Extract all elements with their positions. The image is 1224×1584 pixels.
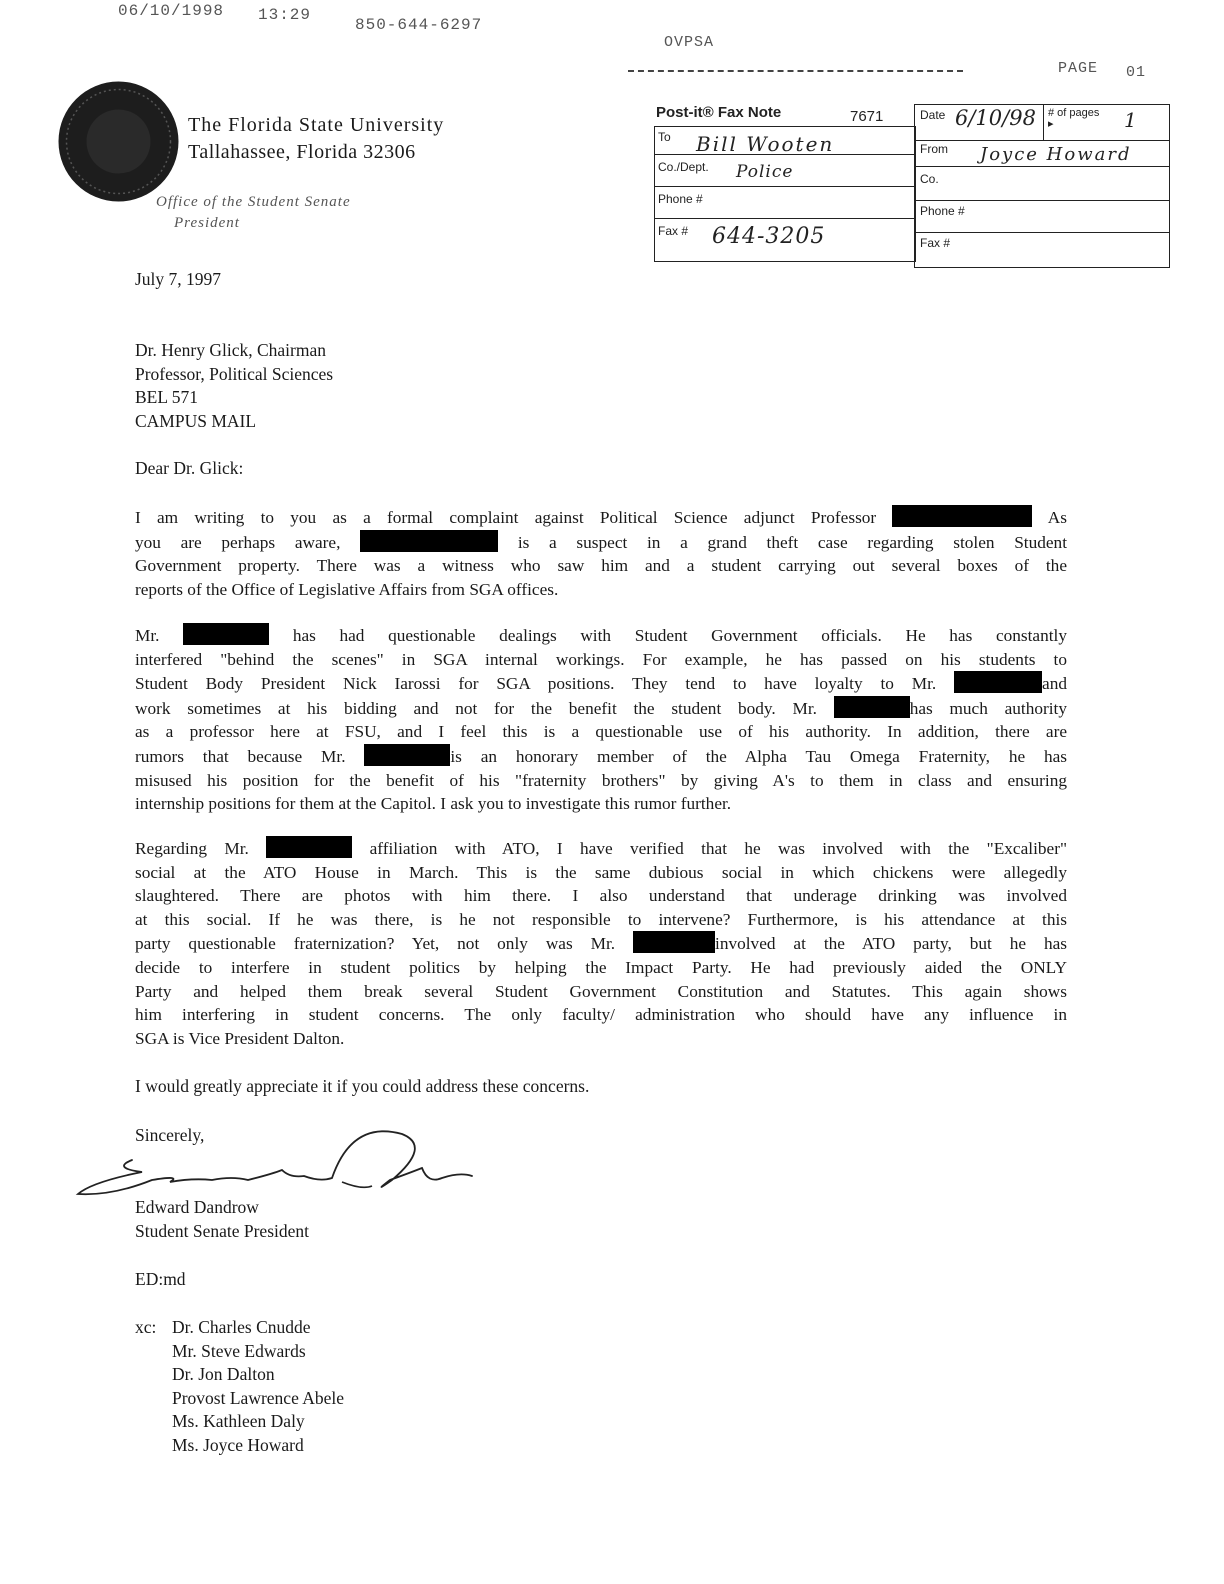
- fax-divider: [654, 186, 916, 187]
- fax-phone-label: Phone #: [658, 192, 703, 206]
- fax-note-code: 7671: [850, 108, 884, 125]
- xc-list: [172, 1316, 344, 1457]
- xc-recipient: Provost Lawrence Abele: [172, 1387, 345, 1408]
- fax-from-value: Joyce Howard: [980, 144, 1132, 165]
- xc-recipient: Ms. Joyce Howard: [172, 1434, 304, 1455]
- handwritten-signature: [72, 1120, 482, 1220]
- address-line: Dr. Henry Glick, Chairman: [135, 340, 326, 360]
- post-it-fax-note: [650, 100, 1170, 268]
- body-paragraph-4: I would greatly appreciate it if you could address these concerns.: [135, 1076, 590, 1096]
- fax-header-dept: OVPSA: [664, 34, 715, 51]
- fax-date-value: 6/10/98: [955, 106, 1036, 130]
- recipient-address: [135, 339, 333, 433]
- fax-divider: [914, 200, 1170, 201]
- address-line: CAMPUS MAIL: [135, 410, 257, 431]
- body-paragraph-1: I am writing to you as a formal complaint against Political Science adjunct Professor As you are perhaps aware, is a suspect in a grand theft case regarding stolen Student Government property. There was a witness who saw him and a student carrying out several boxes of the reports of the Office of Legislative Affairs from SGA offices.: [135, 505, 1067, 601]
- redaction-bar: [364, 744, 450, 766]
- body-paragraph-3: Regarding Mr. affiliation with ATO, I have verified that he was involved with the "Excaliber" social at the ATO House in March. This is the same dubious social in which chickens were allegedly slaughtered. There are photos with him there. I also understand that underage drinking was involved at this social. If he was there, is he not responsible to intervene? Furthermore, is his attendance at this party questionable fraternization? Yet, not only was Mr. involved at the ATO party, but he has decide to interfere in student politics by helping the Impact Party. He had previously aided the ONLY Party and helped them break several Student Government Constitution and Statutes. This again shows him interfering in student concerns. The only faculty/ administration who should have any influence in SGA is Vice President Dalton.: [135, 836, 1067, 1050]
- fax-to-value: Bill Wooten: [696, 132, 835, 156]
- fax-header-dashes: [628, 70, 963, 72]
- fax-divider: [1043, 104, 1044, 140]
- university-city: Tallahassee, Florida 32306: [188, 141, 416, 163]
- office-line-2: President: [174, 215, 240, 231]
- fax-header-phone: 850-644-6297: [355, 16, 483, 34]
- redaction-bar: [954, 671, 1042, 693]
- fax-co-label: Co.: [920, 172, 939, 186]
- letter-date: July 7, 1997: [135, 269, 222, 289]
- signer-title: Student Senate President: [135, 1221, 310, 1241]
- fax-fax-value: 644-3205: [712, 224, 826, 249]
- fax-fax-label-2: Fax #: [920, 236, 951, 250]
- fax-codept-label: Co./Dept.: [658, 160, 709, 174]
- fax-divider: [654, 218, 916, 219]
- xc-recipient: Mr. Steve Edwards: [172, 1340, 306, 1361]
- redaction-bar: [892, 505, 1032, 527]
- fax-from-label: From: [920, 142, 948, 156]
- fax-note-title: Post-it® Fax Note: [656, 104, 782, 121]
- redaction-bar: [183, 623, 269, 645]
- signer-name: Edward Dandrow: [135, 1197, 259, 1217]
- redaction-bar: [266, 836, 352, 858]
- xc-recipient: Dr. Charles Cnudde: [172, 1317, 311, 1337]
- fax-header-time: 13:29: [258, 6, 312, 24]
- address-line: Professor, Political Sciences: [135, 363, 334, 384]
- fax-divider: [914, 232, 1170, 233]
- office-line-1: Office of the Student Senate: [156, 194, 351, 210]
- redaction-bar: [633, 931, 715, 953]
- fax-header-page-number: 01: [1126, 64, 1147, 81]
- xc-recipient: Dr. Jon Dalton: [172, 1364, 275, 1384]
- fax-date-label: Date: [920, 108, 946, 122]
- xc-label: xc:: [135, 1317, 157, 1337]
- xc-recipient: Ms. Kathleen Daly: [172, 1411, 305, 1431]
- fax-to-label: To: [658, 130, 671, 144]
- fax-pages-label: # of pages ▸: [1048, 107, 1100, 130]
- address-line: BEL 571: [135, 387, 199, 407]
- closing: Sincerely,: [135, 1125, 205, 1145]
- fax-divider: [914, 166, 1170, 167]
- body-paragraph-2: Mr. has had questionable dealings with Student Government officials. He has constantly interfered "behind the scenes" in SGA internal workings. For example, he has passed on his students to Student Body President Nick Iarossi for SGA positions. They tend to have loyalty to Mr. and work sometimes at his bidding and not for the benefit the student body. Mr. has much authority as a professor here at FSU, and I feel this is a questionable use of his authority. In addition, there are rumors that because Mr. is an honorary member of the Alpha Tau Omega Fraternity, he has misused his position for the benefit of his "fraternity brothers" by giving A's to them in class and ensuring internship positions for them at the Capitol. I ask you to investigate this rumor further.: [135, 623, 1067, 816]
- fax-fax-label: Fax #: [658, 224, 689, 238]
- fax-divider: [914, 140, 1170, 141]
- salutation: Dear Dr. Glick:: [135, 458, 244, 478]
- university-name: The Florida State University: [188, 114, 445, 136]
- fax-pages-value: 1: [1124, 108, 1137, 132]
- fax-header-page-label: PAGE: [1058, 60, 1099, 77]
- fax-header-date: 06/10/1998: [118, 2, 225, 20]
- typist-initials: ED:md: [135, 1269, 186, 1289]
- redaction-bar: [360, 530, 498, 552]
- fax-codept-value: Police: [736, 162, 794, 182]
- fax-phone-label-2: Phone #: [920, 204, 965, 218]
- redaction-bar: [834, 696, 910, 718]
- university-seal: [57, 80, 180, 203]
